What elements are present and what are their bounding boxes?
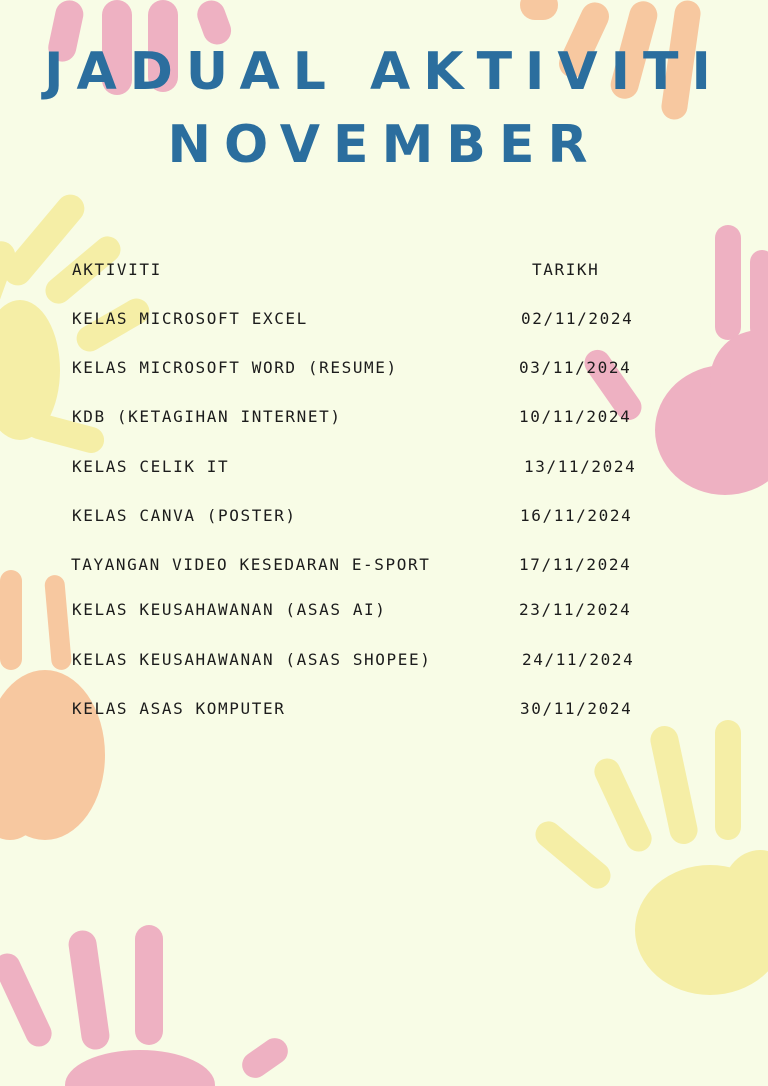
activity-date: 30/11/2024 bbox=[520, 699, 633, 718]
activity-date: 17/11/2024 bbox=[519, 555, 632, 574]
activity-name: KELAS KEUSAHAWANAN (ASAS AI) bbox=[72, 600, 387, 619]
activity-name: KELAS CANVA (POSTER) bbox=[72, 506, 297, 525]
activity-date: 13/11/2024 bbox=[524, 457, 637, 476]
activity-date: 23/11/2024 bbox=[519, 600, 632, 619]
activity-date: 16/11/2024 bbox=[520, 506, 633, 525]
activity-date: 10/11/2024 bbox=[519, 407, 632, 426]
activity-name: KELAS ASAS KOMPUTER bbox=[72, 699, 286, 718]
activity-name: KELAS MICROSOFT EXCEL bbox=[72, 309, 308, 328]
activity-column-header: AKTIVITI bbox=[72, 260, 162, 279]
activity-name: KDB (KETAGIHAN INTERNET) bbox=[72, 407, 342, 426]
activity-name: KELAS MICROSOFT WORD (RESUME) bbox=[72, 358, 398, 377]
activity-date: 02/11/2024 bbox=[521, 309, 634, 328]
activity-name: KELAS KEUSAHAWANAN (ASAS SHOPEE) bbox=[72, 650, 432, 669]
activity-name: TAYANGAN VIDEO KESEDARAN E-SPORT bbox=[71, 555, 431, 574]
activity-name: KELAS CELIK IT bbox=[72, 457, 230, 476]
page-subtitle: NOVEMBER bbox=[167, 115, 601, 175]
activity-date: 03/11/2024 bbox=[519, 358, 632, 377]
hand-print-icon bbox=[0, 925, 293, 1086]
activity-date: 24/11/2024 bbox=[522, 650, 635, 669]
date-column-header: TARIKH bbox=[532, 260, 600, 279]
page-title: JADUAL AKTIVITI bbox=[44, 42, 724, 102]
hand-print-icon bbox=[530, 720, 768, 995]
